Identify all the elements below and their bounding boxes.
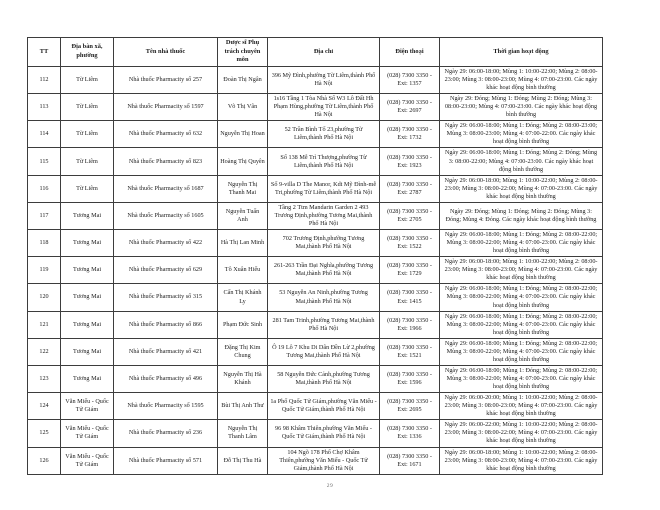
table-row xyxy=(28,121,603,148)
cell-tt: 124 xyxy=(28,393,61,420)
column-header-address: Địa chỉ xyxy=(268,38,380,67)
table-row xyxy=(28,284,603,311)
cell-district: Tương Mai xyxy=(61,230,114,257)
table-row xyxy=(28,94,603,121)
column-header-pharmacist: Dược sĩ Phụ trách chuyên môn xyxy=(218,38,268,67)
cell-phone: (028) 7300 3350 - Ext: 2787 xyxy=(380,175,440,202)
cell-hours: Ngày 29: Đóng; Mùng 1: Đóng; Mùng 2: Đóng; Mùng 3: Đóng; Mùng 4: Đóng. Các ngày khác hoạt động bình thường xyxy=(440,202,603,229)
column-header-district: Địa bàn xã, phường xyxy=(61,38,114,67)
cell-hours: Ngày 29: 06:00-20:00; Mùng 1: 10:00-22:00; Mùng 2: 08:00-23:00; Mùng 3: 08:00-23:00; Mùng 4: 07:00-23:00. Các ngày khác hoạt động bình thường xyxy=(440,393,603,420)
table-row xyxy=(28,66,603,93)
column-header-phone: Điện thoại xyxy=(380,38,440,67)
cell-district: Văn Miếu - Quốc Tử Giám xyxy=(61,393,114,420)
cell-pharmacy-name: Nhà thuốc Pharmacity số 1605 xyxy=(114,202,218,229)
cell-tt: 121 xyxy=(28,311,61,338)
cell-address: Ô 19 Lô 7 Khu Di Dân Đền Lừ 2,phường Tương Mai,thành Phố Hà Nội xyxy=(268,338,380,365)
cell-pharmacist: Cấn Thị Khánh Ly xyxy=(218,284,268,311)
cell-hours: Ngày 29: 06:00-18:00; Mùng 1: Đóng; Mùng 2: 08:00-22:00; Mùng 3: 08:00-22:00; Mùng 4: 07:00-23:00. Các ngày khác hoạt động bình thường xyxy=(440,230,603,257)
cell-tt: 113 xyxy=(28,94,61,121)
cell-hours: Ngày 29: 06:00-18:00; Mùng 1: 10:00-22:00; Mùng 2: 08:00-23:00; Mùng 3: 08:00-23:00; Mùng 4: 07:00-23:00. Các ngày khác hoạt động bình thường xyxy=(440,447,603,474)
cell-tt: 125 xyxy=(28,420,61,447)
cell-tt: 126 xyxy=(28,447,61,474)
cell-phone: (028) 7300 3350 - Ext: 2697 xyxy=(380,94,440,121)
cell-district: Tương Mai xyxy=(61,202,114,229)
cell-tt: 117 xyxy=(28,202,61,229)
cell-phone: (028) 7300 3350 - Ext: 1415 xyxy=(380,284,440,311)
cell-tt: 115 xyxy=(28,148,61,175)
cell-pharmacy-name: Nhà thuốc Pharmacity số 421 xyxy=(114,338,218,365)
cell-pharmacy-name: Nhà thuốc Pharmacity số 1597 xyxy=(114,94,218,121)
cell-tt: 119 xyxy=(28,257,61,284)
cell-address: 281 Tam Trinh,phường Tương Mai,thành Phố Hà Nội xyxy=(268,311,380,338)
cell-pharmacist: Hoàng Thị Quyên xyxy=(218,148,268,175)
cell-pharmacy-name: Nhà thuốc Pharmacity số 632 xyxy=(114,121,218,148)
cell-district: Từ Liêm xyxy=(61,175,114,202)
cell-district: Từ Liêm xyxy=(61,148,114,175)
cell-hours: Ngày 29: 06:00-18:00; Mùng 1: 10:00-22:00; Mùng 2: 08:00-23:00; Mùng 3: 08:00-23:00; Mùng 4: 07:00-23:00. Các ngày khác hoạt động bình thường xyxy=(440,257,603,284)
cell-address: Số 9-villa D The Manor, Kdt Mỹ Đình-mễ Tri,phường Từ Liêm,thành Phố Hà Nội xyxy=(268,175,380,202)
cell-district: Từ Liêm xyxy=(61,94,114,121)
cell-address: 1a Phố Quốc Tử Giám,phường Văn Miếu - Quốc Tử Giám,thành Phố Hà Nội xyxy=(268,393,380,420)
column-header-hours: Thời gian hoạt động xyxy=(440,38,603,67)
cell-tt: 112 xyxy=(28,66,61,93)
table-row xyxy=(28,420,603,447)
cell-tt: 120 xyxy=(28,284,61,311)
cell-district: Từ Liêm xyxy=(61,121,114,148)
cell-pharmacy-name: Nhà thuốc Pharmacity số 236 xyxy=(114,420,218,447)
table-row xyxy=(28,447,603,474)
table-header-row xyxy=(28,38,603,67)
cell-phone: (028) 7300 3350 - Ext: 1596 xyxy=(380,365,440,392)
cell-hours: Ngày 29: 06:00-18:00; Mùng 1: Đóng; Mùng 2: Đóng; Mùng 3: 08:00-22:00; Mùng 4: 07:00-23:00. Các ngày khác hoạt động bình thường xyxy=(440,148,603,175)
cell-address: 702 Trương Định,phường Tương Mai,thành Phố Hà Nội xyxy=(268,230,380,257)
table-row xyxy=(28,311,603,338)
cell-pharmacy-name: Nhà thuốc Pharmacity số 1687 xyxy=(114,175,218,202)
table-row xyxy=(28,202,603,229)
cell-pharmacist: Nguyễn Tuấn Anh xyxy=(218,202,268,229)
table-row xyxy=(28,257,603,284)
cell-tt: 116 xyxy=(28,175,61,202)
cell-address: 58 Nguyễn Đức Cảnh,phường Tương Mai,thành Phố Hà Nội xyxy=(268,365,380,392)
cell-phone: (028) 7300 3350 - Ext: 1729 xyxy=(380,257,440,284)
cell-district: Tương Mai xyxy=(61,284,114,311)
cell-district: Văn Miếu - Quốc Tử Giám xyxy=(61,447,114,474)
cell-address: 1s16 Tầng 1 Tòa Nhà Số W3 Lô Đất Hh Phạm Hùng,phường Từ Liêm,thành Phố Hà Nội xyxy=(268,94,380,121)
cell-pharmacist: Nguyễn Thị Thanh Lâm xyxy=(218,420,268,447)
cell-district: Từ Liêm xyxy=(61,66,114,93)
cell-phone: (028) 7300 3350 - Ext: 1521 xyxy=(380,338,440,365)
table-body xyxy=(28,66,603,474)
cell-pharmacist: Nguyễn Thị Thanh Mai xyxy=(218,175,268,202)
cell-district: Tương Mai xyxy=(61,311,114,338)
cell-pharmacy-name: Nhà thuốc Pharmacity số 629 xyxy=(114,257,218,284)
cell-address: 52 Trần Bình Tổ 23,phường Từ Liêm,thành Phố Hà Nội xyxy=(268,121,380,148)
cell-tt: 123 xyxy=(28,365,61,392)
cell-pharmacist: Đỗ Thị Thu Hà xyxy=(218,447,268,474)
cell-phone: (028) 7300 3350 - Ext: 1923 xyxy=(380,148,440,175)
cell-pharmacy-name: Nhà thuốc Pharmacity số 866 xyxy=(114,311,218,338)
cell-address: Số 138 Mễ Trì Thượng,phường Từ Liêm,thành Phố Hà Nội xyxy=(268,148,380,175)
column-header-pharmacy-name: Tên nhà thuốc xyxy=(114,38,218,67)
table-row xyxy=(28,148,603,175)
cell-pharmacy-name: Nhà thuốc Pharmacity số 422 xyxy=(114,230,218,257)
cell-address: 96 98 Khâm Thiên,phường Văn Miếu - Quốc Tử Giám,thành Phố Hà Nội xyxy=(268,420,380,447)
cell-pharmacist: Bùi Thị Anh Thư xyxy=(218,393,268,420)
cell-hours: Ngày 29: 06:00-18:00; Mùng 1: Đóng; Mùng 2: 08:00-22:00; Mùng 3: 08:00-22:00; Mùng 4: 07:00-23:00. Các ngày khác hoạt động bình thường xyxy=(440,338,603,365)
cell-address: Tầng 2 Ttm Mandarin Garden 2 493 Trương Định,phường Tương Mai,thành Phố Hà Nội xyxy=(268,202,380,229)
cell-pharmacist: Hà Thị Lan Minh xyxy=(218,230,268,257)
cell-tt: 114 xyxy=(28,121,61,148)
table-row xyxy=(28,338,603,365)
cell-hours: Ngày 29: 06:00-18:00; Mùng 1: 10:00-22:00; Mùng 2: 08:00-23:00; Mùng 3: 08:00-23:00; Mùng 4: 07:00-23:00. Các ngày khác hoạt động bình thường xyxy=(440,66,603,93)
cell-address: 396 Mỹ Đình,phường Từ Liêm,thành Phố Hà Nội xyxy=(268,66,380,93)
cell-pharmacist: Đoàn Thị Ngân xyxy=(218,66,268,93)
cell-pharmacist: Nguyễn Thị Hoan xyxy=(218,121,268,148)
cell-phone: (028) 7300 3350 - Ext: 1522 xyxy=(380,230,440,257)
cell-address: 53 Nguyễn An Ninh,phường Tương Mai,thành Phố Hà Nội xyxy=(268,284,380,311)
cell-hours: Ngày 29: 06:00-18:00; Mùng 1: Đóng; Mùng 2: 08:00-23:00; Mùng 3: 08:00-23:00; Mùng 4: 07:00-22:00. Các ngày khác hoạt động bình thường xyxy=(440,121,603,148)
cell-tt: 118 xyxy=(28,230,61,257)
cell-district: Tương Mai xyxy=(61,338,114,365)
cell-pharmacy-name: Nhà thuốc Pharmacity số 315 xyxy=(114,284,218,311)
cell-phone: (028) 7300 3350 - Ext: 1966 xyxy=(380,311,440,338)
table-row xyxy=(28,175,603,202)
cell-pharmacy-name: Nhà thuốc Pharmacity số 1595 xyxy=(114,393,218,420)
cell-pharmacist: Phạm Đức Sinh xyxy=(218,311,268,338)
column-header-tt: TT xyxy=(28,38,61,67)
cell-phone: (028) 7300 3350 - Ext: 1671 xyxy=(380,447,440,474)
cell-district: Tương Mai xyxy=(61,257,114,284)
cell-tt: 122 xyxy=(28,338,61,365)
cell-pharmacist: Võ Thị Vân xyxy=(218,94,268,121)
table-header xyxy=(28,38,603,67)
cell-pharmacist: Nguyễn Thị Hà Khánh xyxy=(218,365,268,392)
pharmacy-table xyxy=(27,37,603,475)
cell-phone: (028) 7300 3350 - Ext: 2705 xyxy=(380,202,440,229)
table-row xyxy=(28,365,603,392)
cell-district: Tương Mai xyxy=(61,365,114,392)
cell-hours: Ngày 29: 06:00-18:00; Mùng 1: 10:00-22:00; Mùng 2: 08:00-23:00; Mùng 3: 08:00-22:00; Mùng 4: 07:00-23:00. Các ngày khác hoạt động bình thường xyxy=(440,175,603,202)
page-number: 29 xyxy=(326,483,334,489)
cell-pharmacy-name: Nhà thuốc Pharmacity số 257 xyxy=(114,66,218,93)
cell-address: 261-263 Trần Đại Nghĩa,phường Tương Mai,thành Phố Hà Nội xyxy=(268,257,380,284)
cell-pharmacy-name: Nhà thuốc Pharmacity số 496 xyxy=(114,365,218,392)
cell-hours: Ngày 29: Đóng; Mùng 1: Đóng; Mùng 2: Đóng; Mùng 3: 08:00-23:00; Mùng 4: 07:00-23:00. Các ngày khác hoạt động bình thường xyxy=(440,94,603,121)
cell-pharmacy-name: Nhà thuốc Pharmacity số 823 xyxy=(114,148,218,175)
table-row xyxy=(28,393,603,420)
cell-pharmacist: Tô Xuân Hiếu xyxy=(218,257,268,284)
cell-pharmacy-name: Nhà thuốc Pharmacity số 571 xyxy=(114,447,218,474)
cell-hours: Ngày 29: 06:00-18:00; Mùng 1: Đóng; Mùng 2: 08:00-22:00; Mùng 3: 08:00-22:00; Mùng 4: 07:00-23:00. Các ngày khác hoạt động bình thường xyxy=(440,284,603,311)
cell-phone: (028) 7300 3350 - Ext: 1336 xyxy=(380,420,440,447)
cell-hours: Ngày 29: 06:00-18:00; Mùng 1: Đóng; Mùng 2: 08:00-22:00; Mùng 3: 08:00-22:00; Mùng 4: 07:00-23:00. Các ngày khác hoạt động bình thường xyxy=(440,365,603,392)
cell-district: Văn Miếu - Quốc Tử Giám xyxy=(61,420,114,447)
cell-address: 104 Ngõ 178 Phố Chợ Khâm Thiên,phường Văn Miếu - Quốc Tử Giám,thành Phố Hà Nội xyxy=(268,447,380,474)
cell-pharmacist: Đặng Thị Kim Chung xyxy=(218,338,268,365)
cell-hours: Ngày 29: 06:00-18:00; Mùng 1: Đóng; Mùng 2: 08:00-22:00; Mùng 3: 08:00-22:00; Mùng 4: 07:00-23:00. Các ngày khác hoạt động bình thường xyxy=(440,311,603,338)
cell-hours: Ngày 29: 06:00-22:00; Mùng 1: 10:00-22:00; Mùng 2: 08:00-23:00; Mùng 3: 08:00-22:00; Mùng 4: 07:00-23:00. Các ngày khác hoạt động bình thường xyxy=(440,420,603,447)
table-row xyxy=(28,230,603,257)
cell-phone: (028) 7300 3350 - Ext: 1732 xyxy=(380,121,440,148)
cell-phone: (028) 7300 3350 - Ext: 2695 xyxy=(380,393,440,420)
cell-phone: (028) 7300 3350 - Ext: 1357 xyxy=(380,66,440,93)
